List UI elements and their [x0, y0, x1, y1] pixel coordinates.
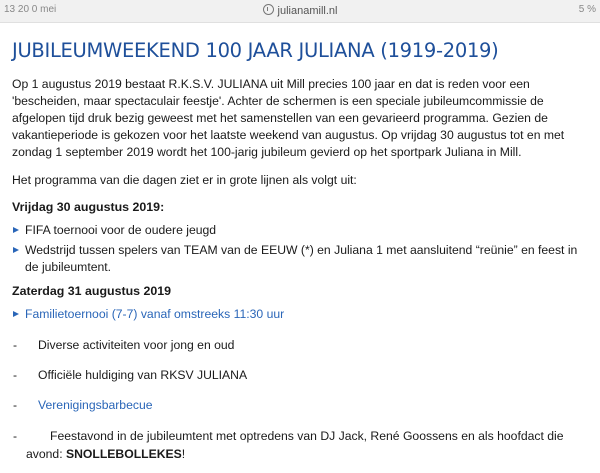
- list-item: [12, 242, 588, 276]
- dash-bullet: -: [13, 368, 18, 382]
- status-bar-right: 5 %: [578, 4, 596, 15]
- arrow-bullet-icon: [13, 227, 19, 233]
- page-title: JUBILEUMWEEKEND 100 JAAR JULIANA (1919-2019): [12, 39, 499, 62]
- article-content: [0, 23, 600, 463]
- headliner-suffix: !: [181, 447, 186, 461]
- browser-address-bar[interactable]: [0, 0, 600, 23]
- friday-list: [12, 222, 588, 276]
- dash-bullet: -: [13, 429, 18, 443]
- list-item: [12, 337, 588, 354]
- dash-bullet: -: [13, 398, 18, 412]
- saturday-item-activities: Diverse activiteiten voor jong en oud: [38, 338, 235, 352]
- arrow-bullet-icon: [13, 311, 19, 317]
- friday-item-match: Wedstrijd tussen spelers van TEAM van de EEUW (*) en Juliana 1 met aansluitend “reünie” en feest in de jubileumtent.: [25, 243, 578, 274]
- arrow-bullet-icon: [13, 247, 19, 253]
- url-display[interactable]: [0, 4, 600, 17]
- list-item: [12, 367, 588, 384]
- list-item: [12, 222, 588, 239]
- intro-paragraph: Op 1 augustus 2019 bestaat R.K.S.V. JULIANA uit Mill precies 100 jaar en dat is reden voor een 'bescheiden, maar spectaculair feestje'. Achter de schermen is een speciale jubileumcommissie de afgelopen tijd druk bezig geweest met het samenstellen van een gevarieerd programma. Gezien de vakantieperiode is gekozen voor het laatste weekend van augustus. Op vrijdag 30 augustus tot en met zondag 1 september 2019 wordt het 100-jarig jubileum gevierd op het sportpark Juliana in Mill.: [12, 77, 565, 159]
- dash-bullet: -: [13, 338, 18, 352]
- status-bar-left: 13 20 0 mei: [4, 4, 57, 15]
- saturday-item-huldiging: Officiële huldiging van RKSV JULIANA: [38, 368, 248, 382]
- family-tournament-link[interactable]: Familietoernooi (7-7) vanaf omstreeks 11:30 uur: [25, 307, 285, 321]
- saturday-link-list: [12, 306, 588, 323]
- headliner-name: SNOLLEBOLLEKES: [65, 447, 182, 461]
- list-item[interactable]: [12, 397, 588, 414]
- friday-item-fifa: FIFA toernooi voor de oudere jeugd: [25, 223, 217, 237]
- list-item[interactable]: [12, 306, 588, 323]
- list-item: [12, 427, 588, 463]
- friday-heading: Vrijdag 30 augustus 2019:: [12, 200, 165, 214]
- site-info-icon[interactable]: [263, 4, 274, 15]
- program-intro: Het programma van die dagen ziet er in grote lijnen als volgt uit:: [12, 173, 357, 187]
- bbq-link[interactable]: Verenigingsbarbecue: [38, 398, 153, 412]
- url-text: julianamill.nl: [277, 5, 338, 17]
- saturday-heading: Zaterdag 31 augustus 2019: [12, 284, 172, 298]
- saturday-item-evening: Feestavond in de jubileumtent met optredens van DJ Jack, René Goossens en als hoofdact die avond:: [26, 429, 564, 461]
